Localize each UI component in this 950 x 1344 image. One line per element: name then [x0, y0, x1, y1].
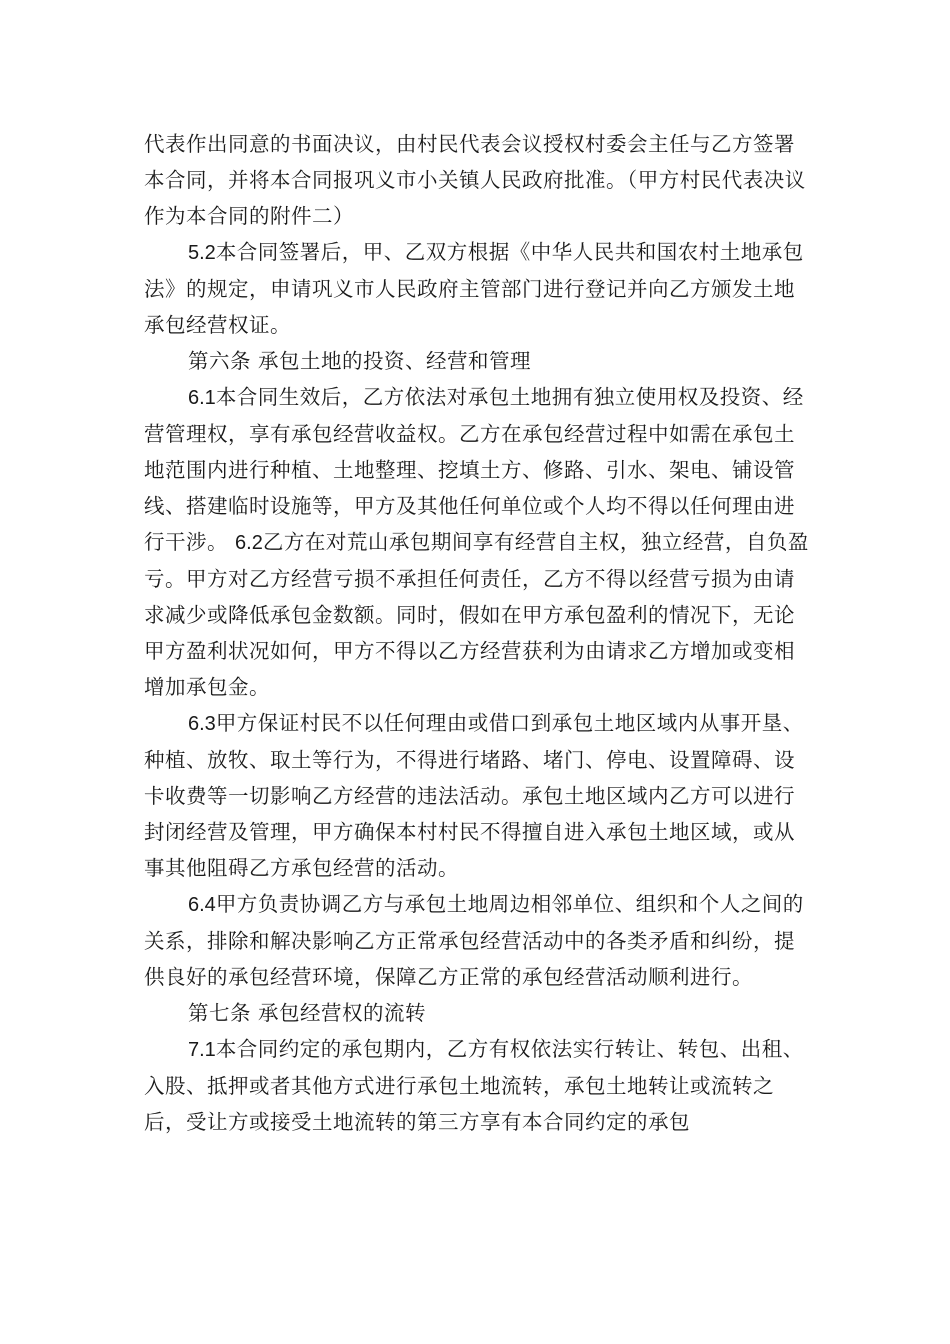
- paragraph-6-3: [144, 705, 810, 886]
- clause-number: 6.3: [188, 713, 216, 735]
- clause-number: 6.2: [235, 532, 263, 554]
- article-6-heading: [144, 343, 810, 379]
- article-7-heading: [144, 995, 810, 1031]
- heading-text: 第六条 承包土地的投资、经营和管理: [188, 349, 532, 373]
- paragraph-text: 本合同约定的承包期内，乙方有权依法实行转让、转包、出租、入股、抵押或者其他方式进行承包土地流转，承包土地转让或流转之后，受让方或接受土地流转的第三方享有本合同约定的承包: [144, 1037, 804, 1134]
- clause-number: 7.1: [188, 1039, 216, 1061]
- paragraph-text: 本合同签署后，甲、乙双方根据《中华人民共和国农村土地承包法》的规定，申请巩义市人民政府主管部门进行登记并向乙方颁发土地承包经营权证。: [144, 240, 804, 337]
- paragraph-5-1-continued: [144, 126, 810, 234]
- clause-number: 6.4: [188, 894, 216, 916]
- paragraph-7-1: [144, 1031, 810, 1140]
- paragraph-text: 代表作出同意的书面决议，由村民代表会议授权村委会主任与乙方签署本合同，并将本合同报巩义市小关镇人民政府批准。（甲方村民代表决议作为本合同的附件二）: [144, 132, 806, 228]
- heading-text: 第七条 承包经营权的流转: [188, 1001, 427, 1025]
- paragraph-6-1: [144, 379, 810, 705]
- paragraph-text: 甲方负责协调乙方与承包土地周边相邻单位、组织和个人之间的关系，排除和解决影响乙方正常承包经营活动中的各类矛盾和纠纷，提供良好的承包经营环境，保障乙方正常的承包经营活动顺利进行。: [144, 892, 804, 989]
- clause-number: 5.2: [188, 242, 216, 264]
- paragraph-text: 本合同生效后，乙方依法对承包土地拥有独立使用权及投资、经营管理权，享有承包经营收益权。乙方在承包经营过程中如需在承包土地范围内进行种植、土地整理、挖填土方、修路、引水、架电、铺设管线、搭建临时设施等，甲方及其他任何单位或个人均不得以任何理由进行干涉。: [144, 385, 804, 554]
- paragraph-6-4: [144, 886, 810, 995]
- document-body: [144, 126, 810, 1140]
- paragraph-5-2: [144, 234, 810, 343]
- paragraph-text: 乙方在对荒山承包期间享有经营自主权，独立经营，自负盈亏。甲方对乙方经营亏损不承担任何责任，乙方不得以经营亏损为由请求减少或降低承包金数额。同时，假如在甲方承包盈利的情况下，无论甲方盈利状况如何，甲方不得以乙方经营获利为由请求乙方增加或变相增加承包金。: [144, 530, 809, 699]
- clause-number: 6.1: [188, 387, 216, 409]
- paragraph-text: 甲方保证村民不以任何理由或借口到承包土地区域内从事开垦、种植、放牧、取土等行为，不得进行堵路、堵门、停电、设置障碍、设卡收费等一切影响乙方经营的违法活动。承包土地区域内乙方可以进行封闭经营及管理，甲方确保本村村民不得擅自进入承包土地区域，或从事其他阻碍乙方承包经营的活动。: [144, 711, 804, 880]
